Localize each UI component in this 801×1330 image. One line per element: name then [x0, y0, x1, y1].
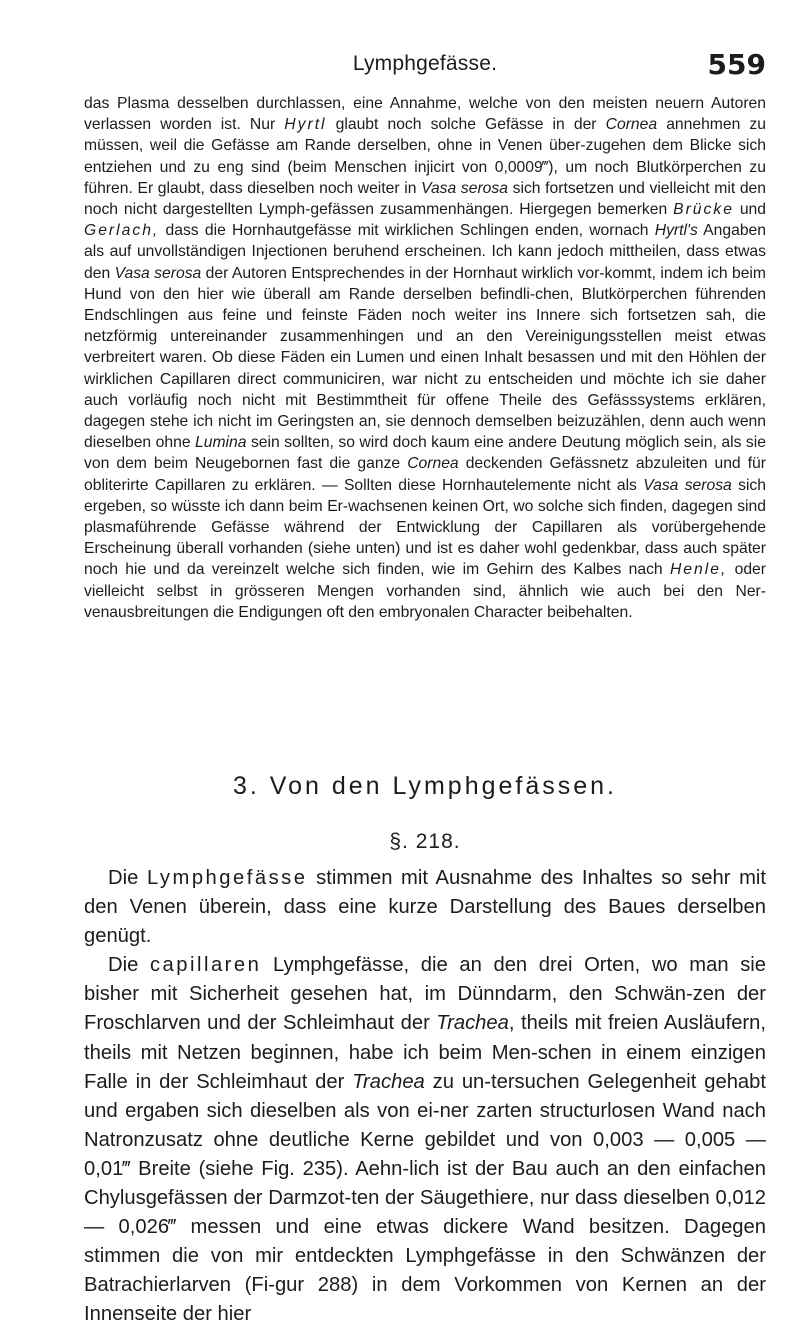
section-heading: 3. Von den Lymphgefässen.: [232, 772, 618, 800]
text-run: annehmen zu müssen, weil die Gefässe am Rande derselben, ohne in Venen über-zugehen dem Blicke sich entziehen und zu eng sind (beim Menschen injicirt von 0,0009‴), um noch Blutkörperchen zu führen. Er glaubt, dass dieselben noch weiter in: [84, 116, 766, 197]
latin-term: Cornea: [407, 455, 459, 473]
text-run: glaubt noch solche Gefässe in der: [326, 116, 606, 134]
text-run: zu un-tersuchen Gelegenheit gehabt und ergaben sich dieselben als von ei-ner zarten structurlosen Wand nach Natronzusatz ohne deutliche Kerne gebildet und von 0,003 — 0,005 — 0,01‴ Breite (siehe Fig. 235). Aehn-lich ist der Bau auch an den einfachen Chylusgefässen der Darmzot-ten der Säugethiere, nur dass dieselben 0,012 — 0,026‴ messen und eine etwas dickere Wand besitzen. Dagegen stimmen die von mir entdeckten Lymphgefässe in den Schwänzen der Batrachierlarven (Fi-gur 288) in dem Vorkommen von Kernen an der Innenseite der hier: [84, 1070, 766, 1326]
text-run: das Plasma desselben durchlassen, eine Annahme, welche von den meisten neuern Autoren verlassen worden ist. Nur: [84, 95, 766, 134]
small-print-paragraph: [84, 93, 766, 623]
emphasized-term: capillaren: [149, 954, 262, 977]
text-run: und: [733, 201, 766, 219]
text-run: , theils mit freien Ausläufern, theils mit Netzen beginnen, habe ich beim Men-schen in einem einzigen Falle in der Schleimhaut der: [84, 1012, 766, 1093]
text-run: sich fortsetzen und vielleicht mit den noch nicht dargestellten Lymph-gefässen zusammenhängen. Hiergegen bemerken: [84, 179, 766, 219]
text-run: Die: [108, 954, 150, 977]
author-name: Brücke: [673, 201, 734, 219]
latin-term: Vasa serosa: [114, 264, 202, 282]
text-run: Lymphgefässe, die an den drei Orten, wo man sie bisher mit Sicherheit gesehen hat, im Dünndarm, den Schwän-zen der Froschlarven und der Schleimhaut der: [84, 954, 766, 1035]
text-run: Angaben als auf unvollständigen Injectionen beruhend erscheinen. Ich kann jedoch mittheilen, dass etwas den: [84, 222, 766, 282]
text-run: Die: [108, 867, 147, 889]
latin-term: Trachea: [352, 1070, 425, 1093]
author-name: Gerlach,: [84, 222, 160, 240]
latin-term: Vasa serosa: [643, 476, 732, 494]
author-name: Henle,: [669, 561, 728, 579]
main-paragraph-2: [84, 951, 766, 1329]
page-number: 559: [707, 48, 766, 81]
text-run: stimmen mit Ausnahme des Inhaltes so sehr mit den Venen überein, dass eine kurze Darstellung des Baues derselben genügt.: [84, 867, 766, 948]
main-paragraph-1: [84, 864, 766, 951]
running-header: [84, 48, 766, 81]
paragraph-number: §. 218.: [389, 830, 461, 853]
emphasized-term: Lymphgefässe: [146, 867, 308, 889]
text-run: sich ergeben, so wüsste ich dann beim Er-wachsenen keinen Ort, wo solche sich finden, dagegen sind plasmaführende Gefässe während der Entwicklung der Capillaren als vorübergehende Erscheinung überall vorhanden (siehe unten) und ist es daher wohl gedenkbar, dass auch später noch hie und da vereinzelt welche sich finden, wie im Gehirn des Kalbes nach: [84, 476, 766, 579]
main-text: [84, 864, 766, 1330]
latin-term: Lumina: [195, 434, 247, 452]
running-title: Lymphgefässe.: [352, 52, 498, 75]
text-run: sein sollten, so wird doch kaum eine andere Deutung möglich sein, als sie von dem beim Neugebornen fast die ganze: [84, 434, 766, 473]
latin-term: Trachea: [436, 1012, 509, 1035]
text-run: dass die Hornhautgefässe mit wirklichen Schlingen enden, wornach: [159, 222, 655, 240]
author-name: Hyrtl's: [654, 222, 698, 240]
author-name: Hyrtl: [284, 116, 327, 134]
small-paragraph-text: [84, 93, 766, 623]
latin-term: Cornea: [605, 116, 658, 134]
latin-term: Vasa serosa: [421, 179, 508, 197]
text-run: oder vielleicht selbst in grösseren Mengen vorhanden sind, ähnlich wie auch bei den Ner-venausbreitungen die Endigungen oft den embryonalen Character beibehalten.: [84, 561, 766, 621]
text-run: deckenden Gefässnetz abzuleiten und für obliterirte Capillaren zu erklären. — Sollten diese Hornhautelemente nicht als: [84, 455, 767, 494]
text-run: der Autoren Entsprechendes in der Hornhaut wirklich vor-kommt, indem ich beim Hund von den hier wie überall am Rande derselben befindli-chen, Blutkörperchen führenden Endschlingen aus feine und feinste Fäden noch weiter ins Innere sich fortsetzen sah, die netzförmig untereinander zusammenhingen und an den Vereinigungsstellen meist etwas verbreitert waren. Ob diese Fäden ein Lumen und einen Inhalt besassen und mit den Höhlen der wirklichen Capillaren direct communiciren, war nicht zu entscheiden und möchte ich sie daher auch vorläufig noch nicht mit Bestimmtheit für offene Theile des Gefässsystems erklären, dagegen stehe ich nicht im Geringsten an, sie dennoch demselben beizuzählen, denn auch wenn dieselben ohne: [84, 264, 766, 452]
